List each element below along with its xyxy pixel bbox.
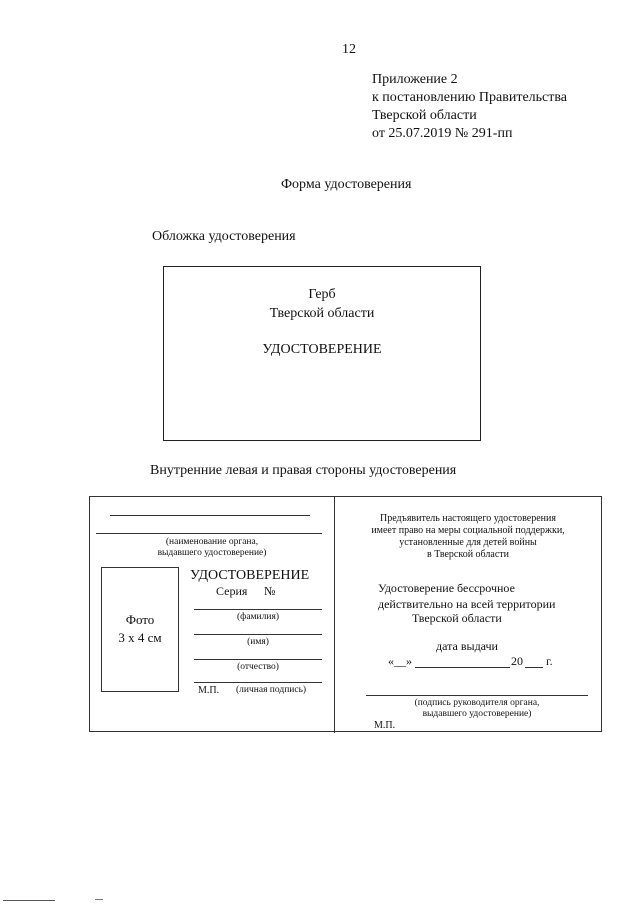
signature-caption: (личная подпись) xyxy=(236,685,307,695)
cover-title: УДОСТОВЕРЕНИЕ xyxy=(262,342,382,357)
cover-box xyxy=(163,266,481,441)
photo-placeholder xyxy=(101,567,179,692)
issue-date-year-suffix: г. xyxy=(546,654,553,668)
validity-text: Тверской области xyxy=(412,611,502,625)
coat-of-arms-region: Тверской области xyxy=(269,306,375,321)
head-signature-caption: (подпись руководителя органа, xyxy=(414,698,540,708)
validity-text: Удостоверение бессрочное xyxy=(378,581,515,595)
stamp-mark: М.П. xyxy=(198,685,220,696)
page-number: 12 xyxy=(342,42,356,57)
surname-caption: (фамилия) xyxy=(237,612,279,622)
issue-date-year-prefix: 20 xyxy=(511,654,523,668)
appendix-line: Тверской области xyxy=(372,108,477,123)
bearer-text: в Тверской области xyxy=(426,549,509,560)
signature-line xyxy=(194,682,322,683)
validity-text: действительно на всей территории xyxy=(378,597,556,611)
patronymic-line xyxy=(194,659,322,660)
appendix-line: Приложение 2 xyxy=(372,72,458,87)
coat-of-arms-label: Герб xyxy=(308,287,336,302)
name-line xyxy=(194,634,322,635)
bearer-text: Предъявитель настоящего удостоверения xyxy=(380,513,556,524)
issuer-line xyxy=(96,533,322,534)
issue-date-year-line xyxy=(525,667,543,668)
series-label: Серия xyxy=(216,584,248,598)
footer-mark xyxy=(95,899,103,900)
bearer-text: установленные для детей войны xyxy=(399,537,537,548)
issuer-line xyxy=(110,515,310,516)
certificate-title: УДОСТОВЕРЕНИЕ xyxy=(190,568,310,583)
stamp-mark: М.П. xyxy=(374,720,396,731)
appendix-block xyxy=(372,71,567,143)
issue-date-day: «__» xyxy=(388,654,412,668)
name-caption: (имя) xyxy=(247,637,269,647)
bearer-text: имеет право на меры социальной поддержки, xyxy=(371,525,565,536)
inner-heading: Внутренние левая и правая стороны удостоверения xyxy=(150,463,457,478)
certificate-inner-card xyxy=(89,496,602,732)
issuer-caption: (наименование органа, xyxy=(165,537,259,547)
issuer-caption: выдавшего удостоверение) xyxy=(157,548,267,558)
appendix-line: от 25.07.2019 № 291-пп xyxy=(372,126,513,141)
issue-date-month-line xyxy=(415,667,510,668)
footer-rule xyxy=(3,900,55,901)
form-title: Форма удостоверения xyxy=(281,177,412,192)
photo-label: Фото xyxy=(125,612,155,627)
surname-line xyxy=(194,609,322,610)
patronymic-caption: (отчество) xyxy=(237,662,279,672)
appendix-line: к постановлению Правительства xyxy=(372,90,568,105)
cover-heading: Обложка удостоверения xyxy=(152,229,296,244)
issue-date-label: дата выдачи xyxy=(436,639,498,653)
number-sign: № xyxy=(264,584,276,598)
head-signature-caption: выдавшего удостоверение) xyxy=(422,709,532,719)
photo-size: 3 х 4 см xyxy=(118,630,162,645)
head-signature-line xyxy=(366,695,588,696)
